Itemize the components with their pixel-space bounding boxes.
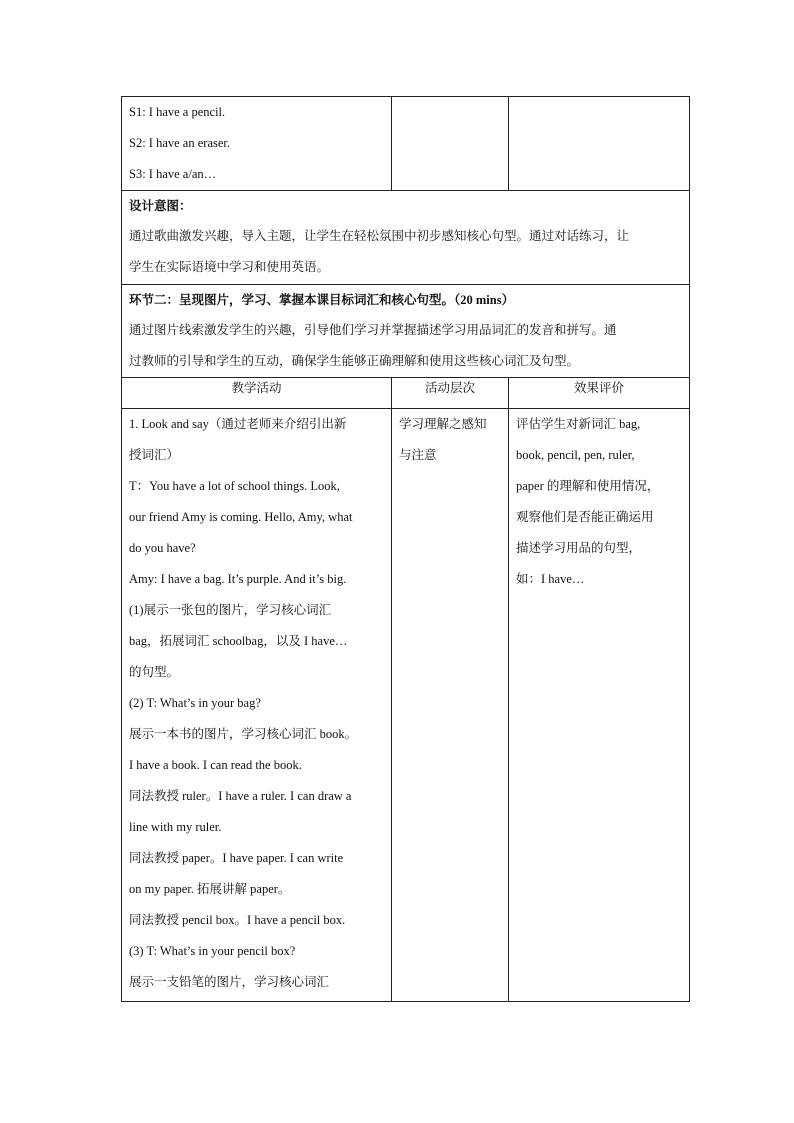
activity-line: (1)展示一张包的图片，学习核心词汇 (129, 603, 332, 617)
evaluation-line: 描述学习用品的句型， (516, 541, 642, 555)
section2-cell (122, 285, 690, 378)
activity-line: 同法教授 pencil box。I have a pencil box. (129, 913, 346, 927)
header-level: 活动层次 (392, 378, 509, 409)
section2-row (122, 285, 690, 378)
activity-line: bag，拓展词汇 schoolbag，以及 I have… (129, 634, 348, 648)
dialogue-line: S2: I have an eraser. (129, 136, 231, 150)
dialogue-row (122, 97, 690, 191)
activity-line: 1. Look and say（通过老师来介绍引出新 (129, 417, 347, 431)
empty-eval-cell (509, 97, 690, 191)
activity-line: (2) T: What’s in your bag? (129, 696, 261, 710)
activity-line: Amy: I have a bag. It’s purple. And it’s big. (129, 572, 347, 586)
section2-title: 环节二：呈现图片，学习、掌握本课目标词汇和核心句型。（20 mins） (129, 293, 515, 307)
activity-line: line with my ruler. (129, 820, 222, 834)
activity-line: I have a book. I can read the book. (129, 758, 302, 772)
level-line: 与注意 (399, 448, 437, 462)
column-header-row (122, 378, 690, 409)
section2-text: 通过图片线索激发学生的兴趣，引导他们学习并掌握描述学习用品词汇的发音和拼写。通 (129, 323, 617, 337)
evaluation-line: 评估学生对新词汇 bag, (516, 417, 641, 431)
design-intent-text: 通过歌曲激发兴趣，导入主题，让学生在轻松氛围中初步感知核心句型。通过对话练习，让 (129, 229, 630, 243)
design-intent-title: 设计意图： (129, 199, 192, 213)
evaluation-line: paper 的理解和使用情况， (516, 479, 660, 493)
lesson-plan-table (121, 96, 690, 1002)
design-intent-text: 学生在实际语境中学习和使用英语。 (129, 260, 330, 274)
empty-level-cell (392, 97, 509, 191)
activity-line: our friend Amy is coming. Hello, Amy, what (129, 510, 353, 524)
activity-line: T：You have a lot of school things. Look, (129, 479, 340, 493)
activity-row (122, 409, 690, 1002)
design-intent-cell (122, 191, 690, 285)
activity-line: do you have? (129, 541, 196, 555)
activity-line: on my paper. 拓展讲解 paper。 (129, 882, 291, 896)
activity-line: 同法教授 ruler。I have a ruler. I can draw a (129, 789, 352, 803)
level-cell (392, 409, 509, 1002)
evaluation-line: 观察他们是否能正确运用 (516, 510, 654, 524)
header-evaluation: 效果评价 (509, 378, 690, 409)
level-line: 学习理解之感知 (399, 417, 487, 431)
evaluation-line: book, pencil, pen, ruler, (516, 448, 635, 462)
evaluation-cell (509, 409, 690, 1002)
activity-line: 展示一本书的图片，学习核心词汇 book。 (129, 727, 358, 741)
section2-text: 过教师的引导和学生的互动，确保学生能够正确理解和使用这些核心词汇及句型。 (129, 354, 580, 368)
design-intent-row (122, 191, 690, 285)
activity-line: 同法教授 paper。I have paper. I can write (129, 851, 344, 865)
dialogue-cell (122, 97, 392, 191)
activity-line: (3) T: What’s in your pencil box? (129, 944, 296, 958)
evaluation-line: 如：I have… (516, 572, 585, 586)
activity-line: 展示一支铅笔的图片，学习核心词汇 (129, 975, 330, 989)
activity-line: 的句型。 (129, 665, 180, 679)
dialogue-line: S3: I have a/an… (129, 167, 217, 181)
activity-cell (122, 409, 392, 1002)
activity-line: 授词汇） (129, 448, 180, 462)
dialogue-line: S1: I have a pencil. (129, 105, 226, 119)
header-activity: 教学活动 (122, 378, 392, 409)
